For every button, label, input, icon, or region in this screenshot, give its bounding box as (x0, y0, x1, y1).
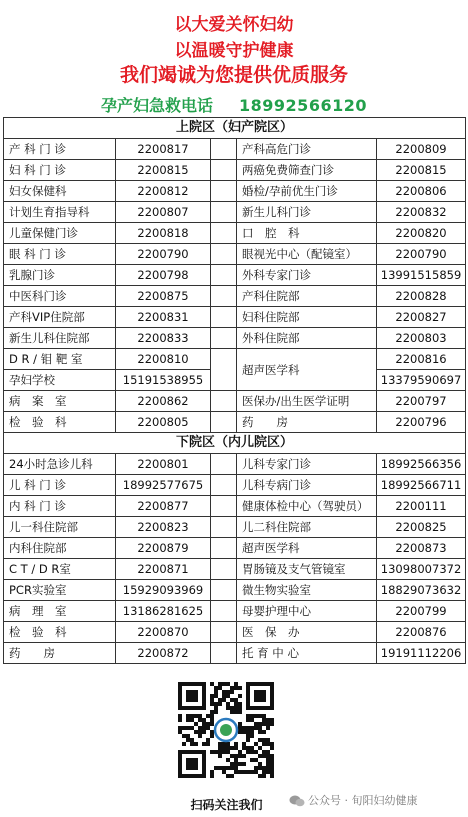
department-name: 妇科住院部 (237, 307, 377, 328)
phone-number[interactable]: 2200875 (116, 286, 211, 307)
department-name: 两癌免费筛查门诊 (237, 160, 377, 181)
department-name: C T / D R室 (4, 559, 116, 580)
phone-number[interactable]: 2200812 (116, 181, 211, 202)
phone-number[interactable]: 2200877 (116, 496, 211, 517)
phone-number[interactable]: 2200862 (116, 391, 211, 412)
slogan-line-2: 以温暖守护健康 (174, 41, 294, 61)
phone-number[interactable]: 2200790 (377, 244, 466, 265)
department-name: 妇 科 门 诊 (4, 160, 116, 181)
column-gap (211, 286, 237, 307)
department-name: 计划生育指导科 (4, 202, 116, 223)
phone-number[interactable]: 2200806 (377, 181, 466, 202)
department-name: 病 理 室 (4, 601, 116, 622)
phone-number[interactable]: 2200797 (377, 391, 466, 412)
wechat-icon (289, 795, 305, 807)
phone-number[interactable]: 2200873 (377, 538, 466, 559)
column-gap (211, 601, 237, 622)
table-row (4, 202, 466, 223)
column-gap (211, 517, 237, 538)
department-name: 母婴护理中心 (237, 601, 377, 622)
phone-number[interactable]: 19191112206 (377, 643, 466, 664)
column-gap (211, 622, 237, 643)
column-gap (211, 202, 237, 223)
department-name: PCR实验室 (4, 580, 116, 601)
department-name: 超声医学科 (237, 349, 377, 391)
phone-number[interactable]: 15929093969 (116, 580, 211, 601)
department-name: 中医科门诊 (4, 286, 116, 307)
table-row (4, 244, 466, 265)
phone-number[interactable]: 2200111 (377, 496, 466, 517)
table-row (4, 265, 466, 286)
column-gap (211, 139, 237, 160)
phone-number[interactable]: 2200815 (116, 160, 211, 181)
department-name: 孕妇学校 (4, 370, 116, 391)
department-name: 24小时急诊儿科 (4, 454, 116, 475)
department-name: 婚检/孕前优生门诊 (237, 181, 377, 202)
column-gap (211, 538, 237, 559)
lower-campus-section (4, 433, 466, 664)
table-row (4, 328, 466, 349)
phone-number[interactable]: 2200872 (116, 643, 211, 664)
column-gap (211, 475, 237, 496)
phone-number[interactable]: 2200823 (116, 517, 211, 538)
slogan-line-3: 我们竭诚为您提供优质服务 (119, 64, 348, 86)
department-name: 外科专家门诊 (237, 265, 377, 286)
emergency-hotline (0, 93, 468, 116)
department-name: 口 腔 科 (237, 223, 377, 244)
department-name: 儿 科 门 诊 (4, 475, 116, 496)
table-row (4, 139, 466, 160)
phone-number[interactable]: 2200817 (116, 139, 211, 160)
phone-number[interactable]: 13379590697 (377, 370, 466, 391)
phone-number[interactable]: 2200807 (116, 202, 211, 223)
phone-number[interactable]: 18829073632 (377, 580, 466, 601)
phone-number[interactable]: 2200831 (116, 307, 211, 328)
department-name: 托 育 中 心 (237, 643, 377, 664)
department-name: 产 科 门 诊 (4, 139, 116, 160)
phone-number[interactable]: 2200879 (116, 538, 211, 559)
department-name: 胃肠镜及支气管镜室 (237, 559, 377, 580)
department-name: 医保办/出生医学证明 (237, 391, 377, 412)
department-name: 乳腺门诊 (4, 265, 116, 286)
department-name: 内科住院部 (4, 538, 116, 559)
phone-number[interactable]: 18992566711 (377, 475, 466, 496)
phone-number[interactable]: 2200820 (377, 223, 466, 244)
table-row (4, 643, 466, 664)
table-row (4, 160, 466, 181)
phone-number[interactable]: 2200790 (116, 244, 211, 265)
department-name: 儿二科住院部 (237, 517, 377, 538)
department-name: 检 验 科 (4, 412, 116, 433)
column-gap (211, 496, 237, 517)
table-row (4, 307, 466, 328)
phone-number[interactable]: 2200828 (377, 286, 466, 307)
phone-number[interactable]: 2200805 (116, 412, 211, 433)
department-name: 新生儿科门诊 (237, 202, 377, 223)
phone-number[interactable]: 2200801 (116, 454, 211, 475)
column-gap (211, 454, 237, 475)
department-name: 微生物实验室 (237, 580, 377, 601)
department-name: 产科高危门诊 (237, 139, 377, 160)
phone-number[interactable]: 2200876 (377, 622, 466, 643)
phone-number[interactable]: 2200818 (116, 223, 211, 244)
department-name: 超声医学科 (237, 538, 377, 559)
phone-number[interactable]: 2200803 (377, 328, 466, 349)
department-name: 产科VIP住院部 (4, 307, 116, 328)
column-gap (211, 244, 237, 265)
lower-campus-header-row (4, 433, 466, 454)
phone-number[interactable]: 2200815 (377, 160, 466, 181)
table-row (4, 538, 466, 559)
phone-number[interactable]: 18992577675 (116, 475, 211, 496)
table-row (4, 412, 466, 433)
department-name: 药 房 (4, 643, 116, 664)
phone-number[interactable]: 15191538955 (116, 370, 211, 391)
phone-number[interactable]: 2200809 (377, 139, 466, 160)
phone-number[interactable]: 2200870 (116, 622, 211, 643)
table-row (4, 517, 466, 538)
column-gap (211, 307, 237, 328)
table-row (4, 391, 466, 412)
department-name: 儿科专病门诊 (237, 475, 377, 496)
table-row (4, 349, 466, 370)
phone-number[interactable]: 2200799 (377, 601, 466, 622)
column-gap (211, 223, 237, 244)
table-row (4, 223, 466, 244)
table-row (4, 286, 466, 307)
phone-number[interactable]: 2200816 (377, 349, 466, 370)
phone-number[interactable]: 18992566356 (377, 454, 466, 475)
slogan-line-1: 以大爱关怀妇幼 (174, 15, 294, 35)
upper-campus-title: 上院区（妇产院区） (4, 118, 466, 139)
hotline-label: 孕产妇急救电话 (101, 96, 214, 115)
department-name: 儿一科住院部 (4, 517, 116, 538)
phone-number[interactable]: 2200798 (116, 265, 211, 286)
phone-number[interactable]: 13098007372 (377, 559, 466, 580)
column-gap (211, 580, 237, 601)
phone-number[interactable]: 13186281625 (116, 601, 211, 622)
phone-directory-table (3, 117, 466, 664)
department-name: 眼视光中心（配镜室） (237, 244, 377, 265)
phone-number[interactable]: 2200832 (377, 202, 466, 223)
table-row (4, 496, 466, 517)
column-gap (211, 391, 237, 412)
watermark-prefix: 公众号 · (308, 794, 352, 807)
department-name: 眼 科 门 诊 (4, 244, 116, 265)
upper-campus-special-rows (4, 349, 466, 391)
department-name: 健康体检中心（驾驶员） (237, 496, 377, 517)
department-name: 检 验 科 (4, 622, 116, 643)
table-row (4, 454, 466, 475)
department-name: 医 保 办 (237, 622, 377, 643)
watermark (289, 792, 418, 808)
department-name: 妇女保健科 (4, 181, 116, 202)
column-gap (211, 328, 237, 349)
table-row (4, 601, 466, 622)
watermark-account-name: 旬阳妇幼健康 (351, 794, 418, 807)
department-name: 内 科 门 诊 (4, 496, 116, 517)
lower-campus-title: 下院区（内儿院区） (4, 433, 466, 454)
hotline-number[interactable]: 18992566120 (239, 96, 367, 115)
department-name: 新生儿科住院部 (4, 328, 116, 349)
table-row (4, 580, 466, 601)
upper-campus-section (4, 118, 466, 349)
department-name: 病 案 室 (4, 391, 116, 412)
table-row (4, 181, 466, 202)
phone-number[interactable]: 13991515859 (377, 265, 466, 286)
column-gap (211, 265, 237, 286)
column-gap (211, 160, 237, 181)
column-gap (211, 643, 237, 664)
column-gap (211, 181, 237, 202)
table-row (4, 475, 466, 496)
qr-code[interactable] (178, 682, 274, 778)
department-name: 药 房 (237, 412, 377, 433)
department-name: 儿科专家门诊 (237, 454, 377, 475)
department-name: 产科住院部 (237, 286, 377, 307)
phone-number[interactable]: 2200827 (377, 307, 466, 328)
department-name: 外科住院部 (237, 328, 377, 349)
phone-number[interactable]: 2200825 (377, 517, 466, 538)
table-row (4, 559, 466, 580)
table-row (4, 622, 466, 643)
phone-number[interactable]: 2200833 (116, 328, 211, 349)
phone-number[interactable]: 2200796 (377, 412, 466, 433)
department-name: D R / 钼 靶 室 (4, 349, 116, 370)
upper-campus-header-row (4, 118, 466, 139)
phone-number[interactable]: 2200810 (116, 349, 211, 370)
column-gap (211, 559, 237, 580)
phone-number[interactable]: 2200871 (116, 559, 211, 580)
upper-campus-rows-2 (4, 391, 466, 433)
scan-to-follow-text: 扫码关注我们 (190, 798, 263, 812)
department-name: 儿童保健门诊 (4, 223, 116, 244)
column-gap (211, 349, 237, 391)
column-gap (211, 412, 237, 433)
